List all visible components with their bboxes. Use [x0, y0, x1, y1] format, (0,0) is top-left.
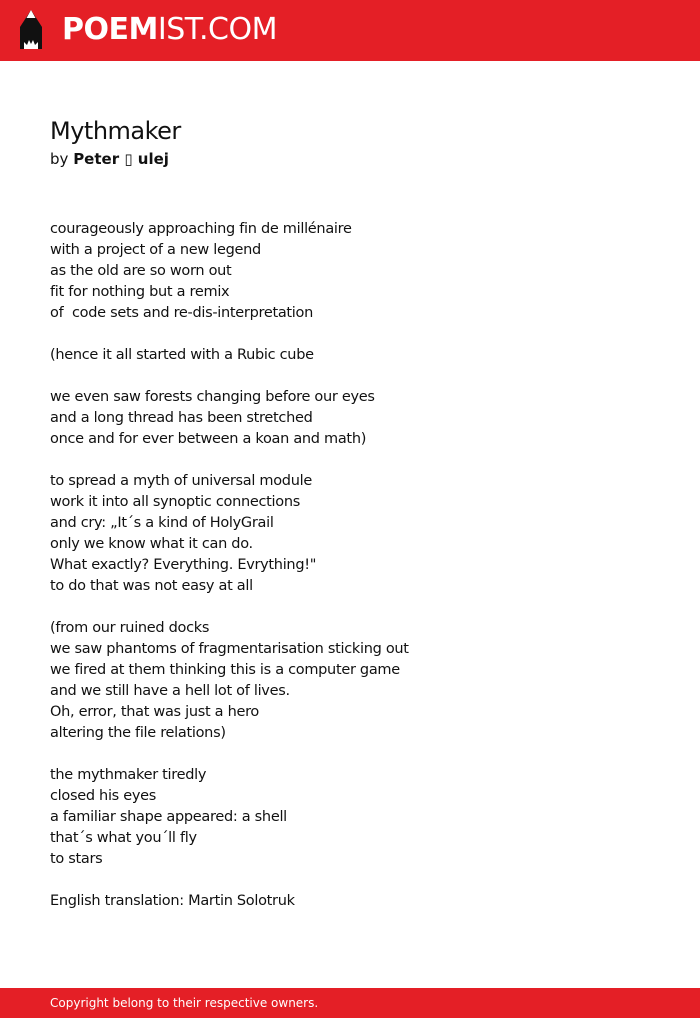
- site-footer: [0, 988, 700, 1018]
- poem-header: [50, 116, 650, 169]
- logo-light-text: IST.COM: [157, 12, 277, 47]
- author-name: Peter ▯ ulej: [73, 150, 169, 168]
- logo-bold-text: POEM: [62, 12, 158, 47]
- site-logo-text: [62, 12, 277, 48]
- site-header: [0, 0, 700, 61]
- poem-title: Mythmaker: [50, 117, 181, 145]
- byline: [50, 149, 650, 169]
- poem-body: courageously approaching fin de millénaire with a project of a new legend as the old are so worn out fit for nothing but a remix of code sets and re-dis-interpretation (hence it all started with a Rubic cube we even saw forests changing before our eyes and a long thread has been stretched once and for ever between a koan and math) to spread a myth of universal module work it into all synoptic connections and cry: „It´s a kind of HolyGrail only we know what it can do. What exactly? Everything. Evrything!" to do that was not easy at all (from our ruined docks we saw phantoms of fragmentarisation sticking out we fired at them thinking this is a computer game and we still have a hell lot of lives. Oh, error, that was just a hero altering the file relations) the mythmaker tiredly closed his eyes a familiar shape appeared: a shell that´s what you´ll fly to stars: [50, 221, 409, 867]
- translation-credit: English translation: Martin Solotruk: [50, 893, 295, 909]
- pencil-icon: [17, 9, 45, 51]
- copyright-notice: Copyright belong to their respective owners.: [50, 996, 319, 1010]
- by-label: by: [50, 150, 69, 168]
